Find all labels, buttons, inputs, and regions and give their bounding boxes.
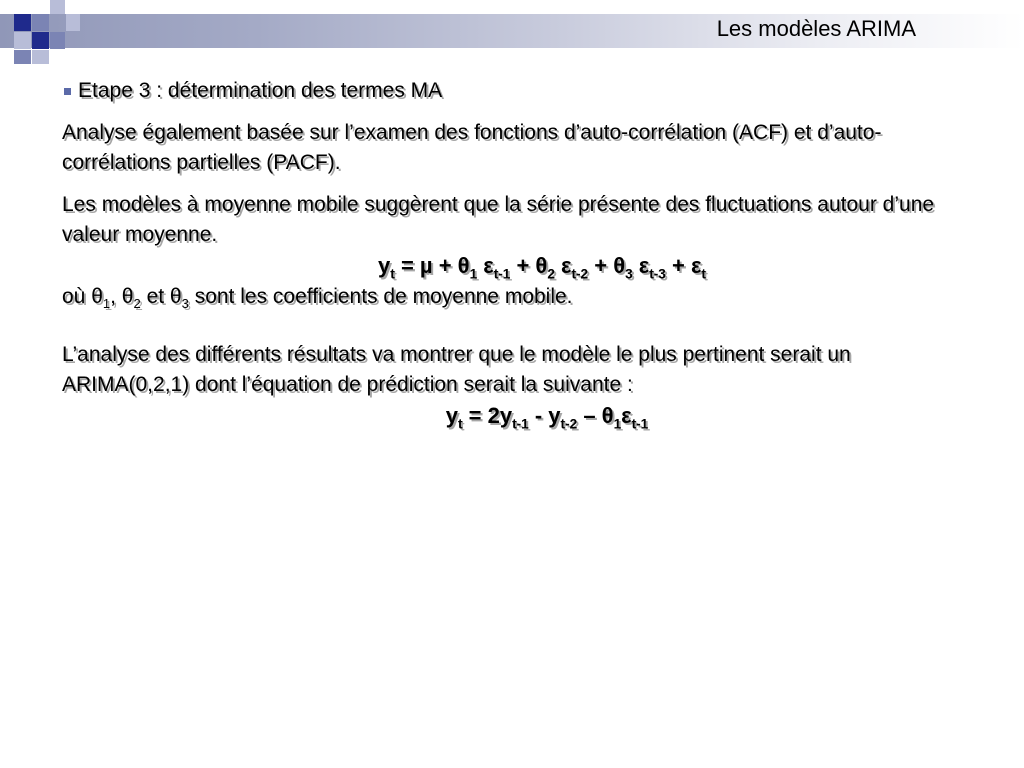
paragraph-acf-pacf: Analyse également basée sur l’examen des fonctions d’auto-corrélation (ACF) et d’auto-corrélations partielles (PACF). xyxy=(62,121,882,174)
coefficients-line: où $\theta_1$, $\theta_2$ et $\theta_3$ sont les coefficients de moyenne mobile. xyxy=(62,285,573,312)
bullet-item xyxy=(62,76,962,106)
paragraph-arima-result: L’analyse des différents résultats va montrer que le modèle le plus pertinent serait un ARIMA(0,2,1) dont l’équation de prédiction serait la suivante : xyxy=(62,343,851,396)
slide-title: Les modèles ARIMA xyxy=(716,16,916,41)
bullet-square-icon xyxy=(64,88,71,95)
slide-content xyxy=(62,76,962,432)
bullet-text: Etape 3 : détermination des termes MA xyxy=(78,79,443,102)
paragraph-moving-average: Les modèles à moyenne mobile suggèrent que la série présente des fluctuations autour d’une valeur moyenne. xyxy=(62,193,935,246)
ma-equation: $y_t = \mu + \theta_1$ $\varepsilon_{t-1} + \theta_2$ $\varepsilon_{t-2} + \theta_3$ $\varepsilon_{t-3} + \varepsilon_t$ xyxy=(378,253,706,282)
arima-prediction-equation: $y_t = 2y_{t-1} - y_{t-2} - \theta_1\varepsilon_{t-1}$ xyxy=(445,403,649,432)
